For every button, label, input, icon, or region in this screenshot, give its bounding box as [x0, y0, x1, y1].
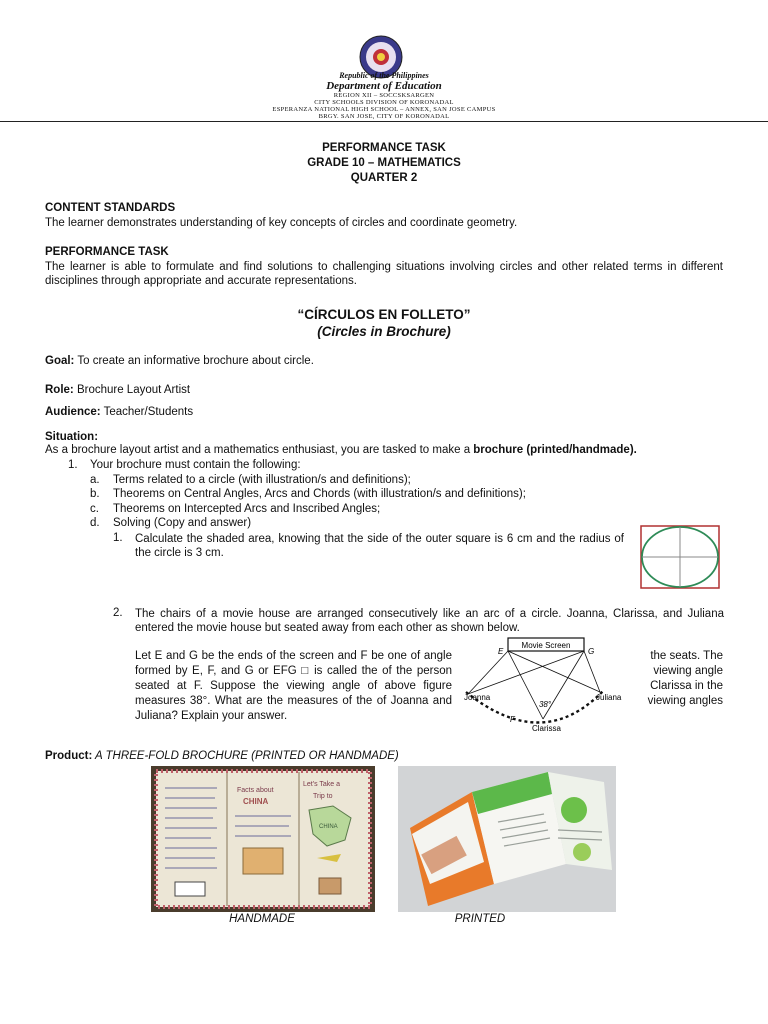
performance-task-text: The learner is able to formulate and find solutions to challenging situations involving circles and other related terms in different disciplines through appropriate and accurate representations.: [45, 261, 723, 287]
content-standards-label: CONTENT STANDARDS: [45, 202, 176, 214]
problem2-number: 2.: [113, 607, 123, 619]
problem2-right-column: [623, 649, 723, 709]
movie-house-diagram: [458, 634, 630, 736]
doc-quarter: QUARTER 2: [350, 172, 418, 184]
goal-label: Goal:: [45, 355, 75, 367]
role-text: Brochure Layout Artist: [73, 384, 191, 396]
point-f-label: F: [510, 715, 515, 724]
product-label: Product:: [45, 750, 93, 762]
subitem-b-letter: b.: [90, 488, 100, 500]
printed-brochure-photo: [398, 766, 616, 912]
problem2-right-line: the seats. The: [650, 650, 723, 662]
handmade-brochure-illustration: [151, 766, 375, 912]
handmade-brochure-photo: [151, 766, 375, 912]
subitem-c-text: Theorems on Intercepted Arcs and Inscribed Angles;: [113, 503, 381, 515]
item1-number: 1.: [68, 459, 78, 471]
point-g-label: G: [588, 647, 595, 656]
handmade-facts-text: Facts about: [237, 787, 274, 794]
subitem-d-letter: d.: [90, 517, 100, 529]
subitem-c-letter: c.: [90, 503, 99, 515]
situation-intro-bold: brochure (printed/handmade).: [473, 444, 637, 456]
goal-text: To create an informative brochure about circle.: [74, 355, 314, 367]
product-text: A THREE-FOLD BROCHURE (PRINTED OR HANDMADE): [92, 750, 399, 762]
problem2-text: The chairs of a movie house are arranged consecutively like an arc of a circle. Joanna, Clarissa, and Juliana entered the movie house but seated away from each other as shown below.: [135, 608, 724, 634]
printed-caption: PRINTED: [454, 913, 506, 925]
task-title: “CÍRCULOS EN FOLLETO”: [297, 307, 471, 322]
doc-grade: GRADE 10 – MATHEMATICS: [307, 157, 461, 169]
problem2-right-line: Clarissa in the: [650, 680, 723, 692]
doc-title: PERFORMANCE TASK: [322, 142, 446, 154]
audience-label: Audience:: [45, 406, 101, 418]
problem2-left-text: Let E and G be the ends of the screen and F be one of angle formed by E, F, and G or EFG □ is called the of the person seated at F. Suppose the viewing angle of above figure measures 38°. What are the measures of the of Joanna and Juliana? Explain your answer.: [135, 650, 452, 722]
subitem-a-letter: a.: [90, 474, 100, 486]
situation-intro: [45, 444, 637, 456]
shaded-area-figure: [637, 524, 723, 590]
performance-task-label: PERFORMANCE TASK: [45, 246, 169, 258]
republic-line: Republic of the Philippines: [339, 71, 429, 80]
header-divider: [0, 121, 768, 122]
clarissa-label: Clarissa: [532, 724, 561, 733]
joanna-label: Joanna: [464, 693, 491, 702]
situation-intro-text: As a brochure layout artist and a mathematics enthusiast, you are tasked to make a: [45, 444, 474, 456]
problem1-number: 1.: [113, 532, 123, 544]
school-line: ESPERANZA NATIONAL HIGH SCHOOL – ANNEX, SAN JOSE CAMPUS: [272, 106, 496, 113]
product-line: [45, 750, 399, 762]
subitem-b-text: Theorems on Central Angles, Arcs and Chords (with illustration/s and definitions);: [113, 488, 526, 500]
audience-text: Teacher/Students: [100, 406, 194, 418]
situation-label: Situation:: [45, 431, 99, 443]
handmade-china-text: CHINA: [243, 797, 269, 806]
goal-line: [45, 355, 314, 367]
role-label: Role:: [45, 384, 74, 396]
handmade-caption: HANDMADE: [229, 913, 295, 925]
content-standards-text: The learner demonstrates understanding of key concepts of circles and coordinate geometry.: [45, 217, 518, 229]
role-line: [45, 384, 190, 396]
problem2-right-line: viewing angles: [647, 695, 723, 707]
region-line: REGION XII – SOCCSKSARGEN: [333, 92, 435, 99]
division-line: CITY SCHOOLS DIVISION OF KORONADAL: [314, 99, 454, 106]
subitem-a-text: Terms related to a circle (with illustration/s and definitions);: [113, 474, 411, 486]
juliana-label: Juliana: [596, 693, 622, 702]
problem2-right-line: viewing angle: [653, 665, 723, 677]
address-line: BRGY. SAN JOSE, CITY OF KORONADAL: [318, 113, 450, 120]
problem1-text: Calculate the shaded area, knowing that the side of the outer square is 6 cm and the radius of the circle is 3 cm.: [135, 533, 624, 559]
movie-screen-label: Movie Screen: [521, 641, 571, 650]
angle-label: 38°: [538, 700, 552, 709]
task-subtitle: (Circles in Brochure): [317, 324, 451, 339]
sight-lines: [468, 651, 600, 719]
department-line: Department of Education: [326, 80, 442, 92]
handmade-map-text: CHINA: [319, 824, 338, 830]
handmade-trip-text: Let's Take a: [303, 781, 341, 788]
handmade-trip-to-text: Trip to: [313, 793, 333, 800]
audience-line: [45, 406, 193, 418]
subitem-d-text: Solving (Copy and answer): [113, 517, 252, 529]
printed-brochure-illustration: [398, 766, 616, 912]
point-e-label: E: [498, 647, 504, 656]
item1-text: Your brochure must contain the following:: [90, 459, 301, 471]
